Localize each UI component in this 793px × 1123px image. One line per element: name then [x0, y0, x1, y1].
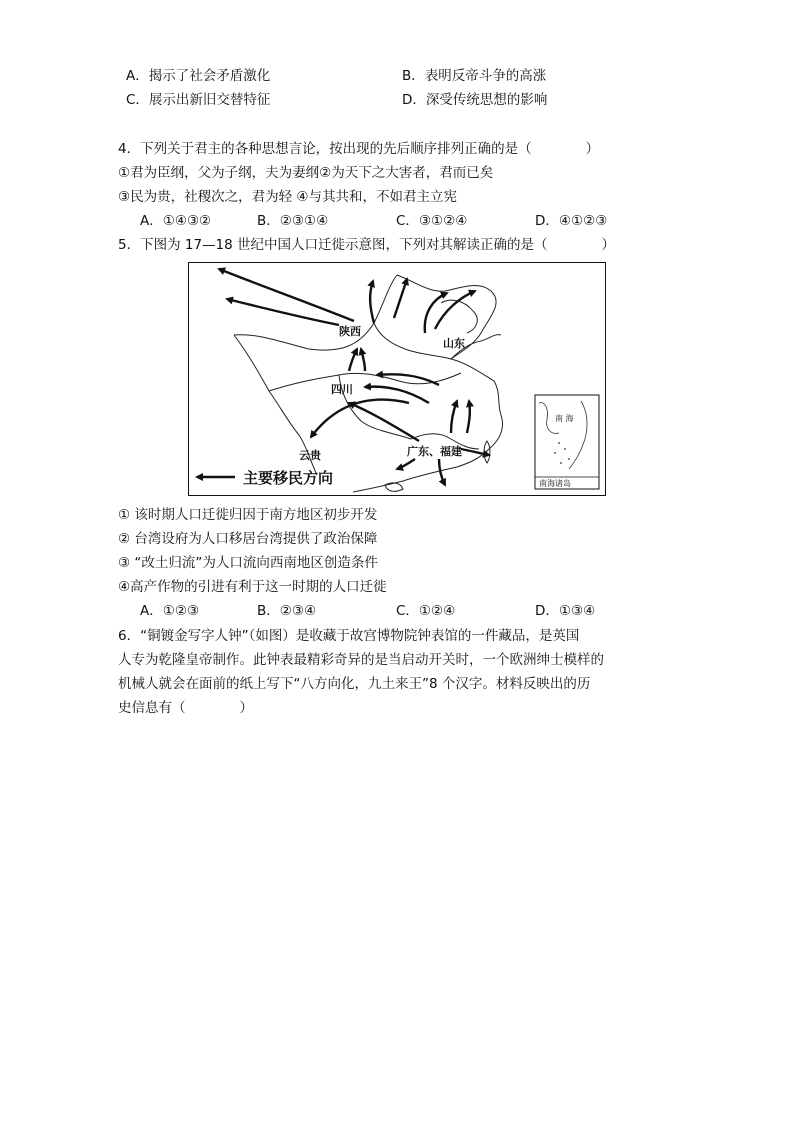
- arrow-gdfj-north-2: [467, 401, 470, 433]
- q5-option-a: A．①②③: [140, 603, 200, 619]
- q5-option-d: D．①③④: [535, 603, 596, 619]
- arrow-to-shaanxi-2: [361, 349, 365, 371]
- migration-map-svg: [189, 263, 604, 494]
- arrow-gdfj-to-sichuan: [349, 403, 419, 441]
- q3-option-c: C．展示出新旧交替特征: [126, 92, 271, 108]
- q5-statement-3: ③ “改土归流”为人口流向西南地区创造条件: [118, 555, 378, 571]
- arrow-to-shaanxi-1: [349, 349, 357, 371]
- q6-line-4: 史信息有（ ）: [118, 700, 253, 716]
- q3-option-d: D．深受传统思想的影响: [402, 92, 548, 108]
- inset-sea-label: 南 海: [555, 414, 574, 423]
- q4-option-b: B．②③①④: [257, 213, 329, 229]
- q4-option-a: A．①④③②: [140, 213, 212, 229]
- south-sea-inset: [535, 395, 599, 489]
- arrow-gdfj-to-taiwan: [461, 449, 489, 455]
- q3-option-b: B．表明反帝斗争的高涨: [402, 68, 547, 84]
- q5-statement-1: ① 该时期人口迁徙归因于南方地区初步开发: [118, 507, 378, 523]
- q6-line-1: 6．“铜镀金写字人钟”（如图）是收藏于故宫博物院钟表馆的一件藏品，是英国: [118, 628, 580, 644]
- inset-islands-label: 南海诸岛: [539, 479, 571, 488]
- q4-statement-line-1: ①君为臣纲，父为子纲，夫为妻纲②为天下之大害者，君而已矣: [118, 165, 494, 181]
- label-shaanxi: 陕西: [339, 325, 361, 338]
- q6-line-2: 人专为乾隆皇帝制作。此钟表最精彩奇异的是当启动开关时，一个欧洲绅士模样的: [118, 652, 604, 668]
- arrow-gdfj-southwest: [397, 459, 415, 469]
- map-borders: [234, 275, 503, 492]
- q5-option-c: C．①②④: [396, 603, 456, 619]
- arrow-shaanxi-west: [227, 299, 339, 325]
- q5-option-b: B．②③④: [257, 603, 317, 619]
- taiwan-outline: [484, 441, 490, 463]
- arrow-shaanxi-north-1: [370, 281, 374, 323]
- arrow-shaanxi-north-2: [394, 279, 407, 318]
- q5-statement-2: ② 台湾设府为人口移居台湾提供了政治保障: [118, 531, 378, 547]
- q4-stem: 4．下列关于君主的各种思想言论，按出现的先后顺序排列正确的是（ ）: [118, 141, 600, 157]
- label-guangdong-fujian: 广东、福建: [407, 445, 462, 458]
- arrow-sichuan-to-yungui: [311, 400, 409, 437]
- label-sichuan: 四川: [331, 383, 353, 396]
- q5-statement-4: ④高产作物的引进有利于这一时期的人口迁徙: [118, 579, 387, 595]
- hainan-outline: [385, 483, 403, 491]
- arrow-gdfj-south: [439, 459, 445, 485]
- q6-line-3: 机械人就会在面前的纸上写下“八方向化，九土来王”8 个汉字。材料反映出的历: [118, 676, 591, 692]
- q4-statement-line-2: ③民为贵，社稷次之，君为轻 ④与其共和，不如君主立宪: [118, 189, 457, 205]
- q3-option-a: A．揭示了社会矛盾激化: [126, 68, 271, 84]
- legend-label: 主要移民方向: [243, 469, 334, 487]
- migration-map: [188, 262, 606, 496]
- q5-stem: 5．下图为 17—18 世纪中国人口迁徙示意图，下列对其解读正确的是（ ）: [118, 237, 616, 253]
- arrow-gdfj-north-1: [451, 401, 457, 433]
- q4-option-d: D．④①②③: [535, 213, 608, 229]
- label-yungui: 云贵: [299, 449, 321, 462]
- label-shandong: 山东: [443, 337, 465, 350]
- q4-option-c: C．③①②④: [396, 213, 468, 229]
